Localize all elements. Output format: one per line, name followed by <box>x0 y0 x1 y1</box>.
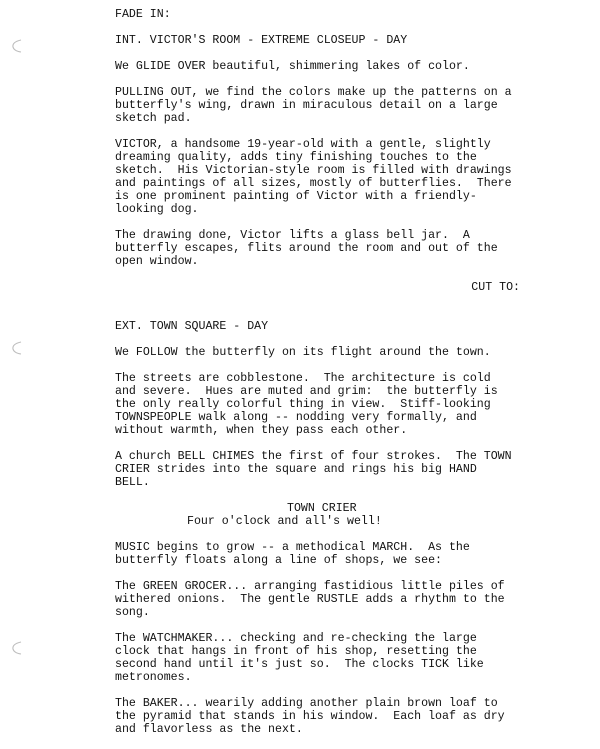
cut-to-transition: CUT TO: <box>471 281 520 294</box>
punch-hole-mark-middle <box>9 340 23 356</box>
action-paragraph: The BAKER... wearily adding another plain brown loaf to the pyramid that stands in his window. Each loaf as dry and flavorless as the next. <box>115 697 505 736</box>
character-cue: TOWN CRIER <box>287 502 357 515</box>
action-paragraph: The streets are cobblestone. The architecture is cold and severe. Hues are muted and grim: the butterfly is the only really colorful thing in view. Stiff-looking TOWNSPEOPLE walk along -- nodding very formally, and without warmth, when they pass each other. <box>115 372 498 437</box>
action-paragraph: MUSIC begins to grow -- a methodical MARCH. As the butterfly floats along a line of shops, we see: <box>115 541 470 567</box>
action-paragraph: The GREEN GROCER... arranging fastidious little piles of withered onions. The gentle RUSTLE adds a rhythm to the song. <box>115 580 505 619</box>
punch-hole-mark-top <box>9 38 23 54</box>
scene-heading-victors-room: INT. VICTOR'S ROOM - EXTREME CLOSEUP - DAY <box>115 34 408 47</box>
action-paragraph: VICTOR, a handsome 19-year-old with a gentle, slightly dreaming quality, adds tiny finishing touches to the sketch. His Victorian-style room is filled with drawings and paintings of all sizes, mostly of butterflies. There is one prominent painting of Victor with a friendly- looking dog. <box>115 138 512 216</box>
action-paragraph: The drawing done, Victor lifts a glass bell jar. A butterfly escapes, flits around the room and out of the open window. <box>115 229 498 268</box>
action-paragraph: A church BELL CHIMES the first of four strokes. The TOWN CRIER strides into the square and rings his big HAND BELL. <box>115 450 512 489</box>
action-paragraph: PULLING OUT, we find the colors make up the patterns on a butterfly's wing, drawn in miraculous detail on a large sketch pad. <box>115 86 512 125</box>
screenplay-text <box>115 8 535 749</box>
scene-heading-town-square: EXT. TOWN SQUARE - DAY <box>115 320 269 333</box>
action-paragraph: We GLIDE OVER beautiful, shimmering lakes of color. <box>115 60 470 73</box>
action-paragraph: The WATCHMAKER... checking and re-checking the large clock that hangs in front of his shop, resetting the second hand until it's just so. The clocks TICK like metronomes. <box>115 632 484 684</box>
punch-hole-mark-bottom <box>9 640 23 656</box>
fade-in-transition: FADE IN: <box>115 8 171 21</box>
scene-spacer <box>115 307 535 320</box>
dialogue-line: Four o'clock and all's well! <box>187 515 382 528</box>
action-paragraph: We FOLLOW the butterfly on its flight around the town. <box>115 346 491 359</box>
